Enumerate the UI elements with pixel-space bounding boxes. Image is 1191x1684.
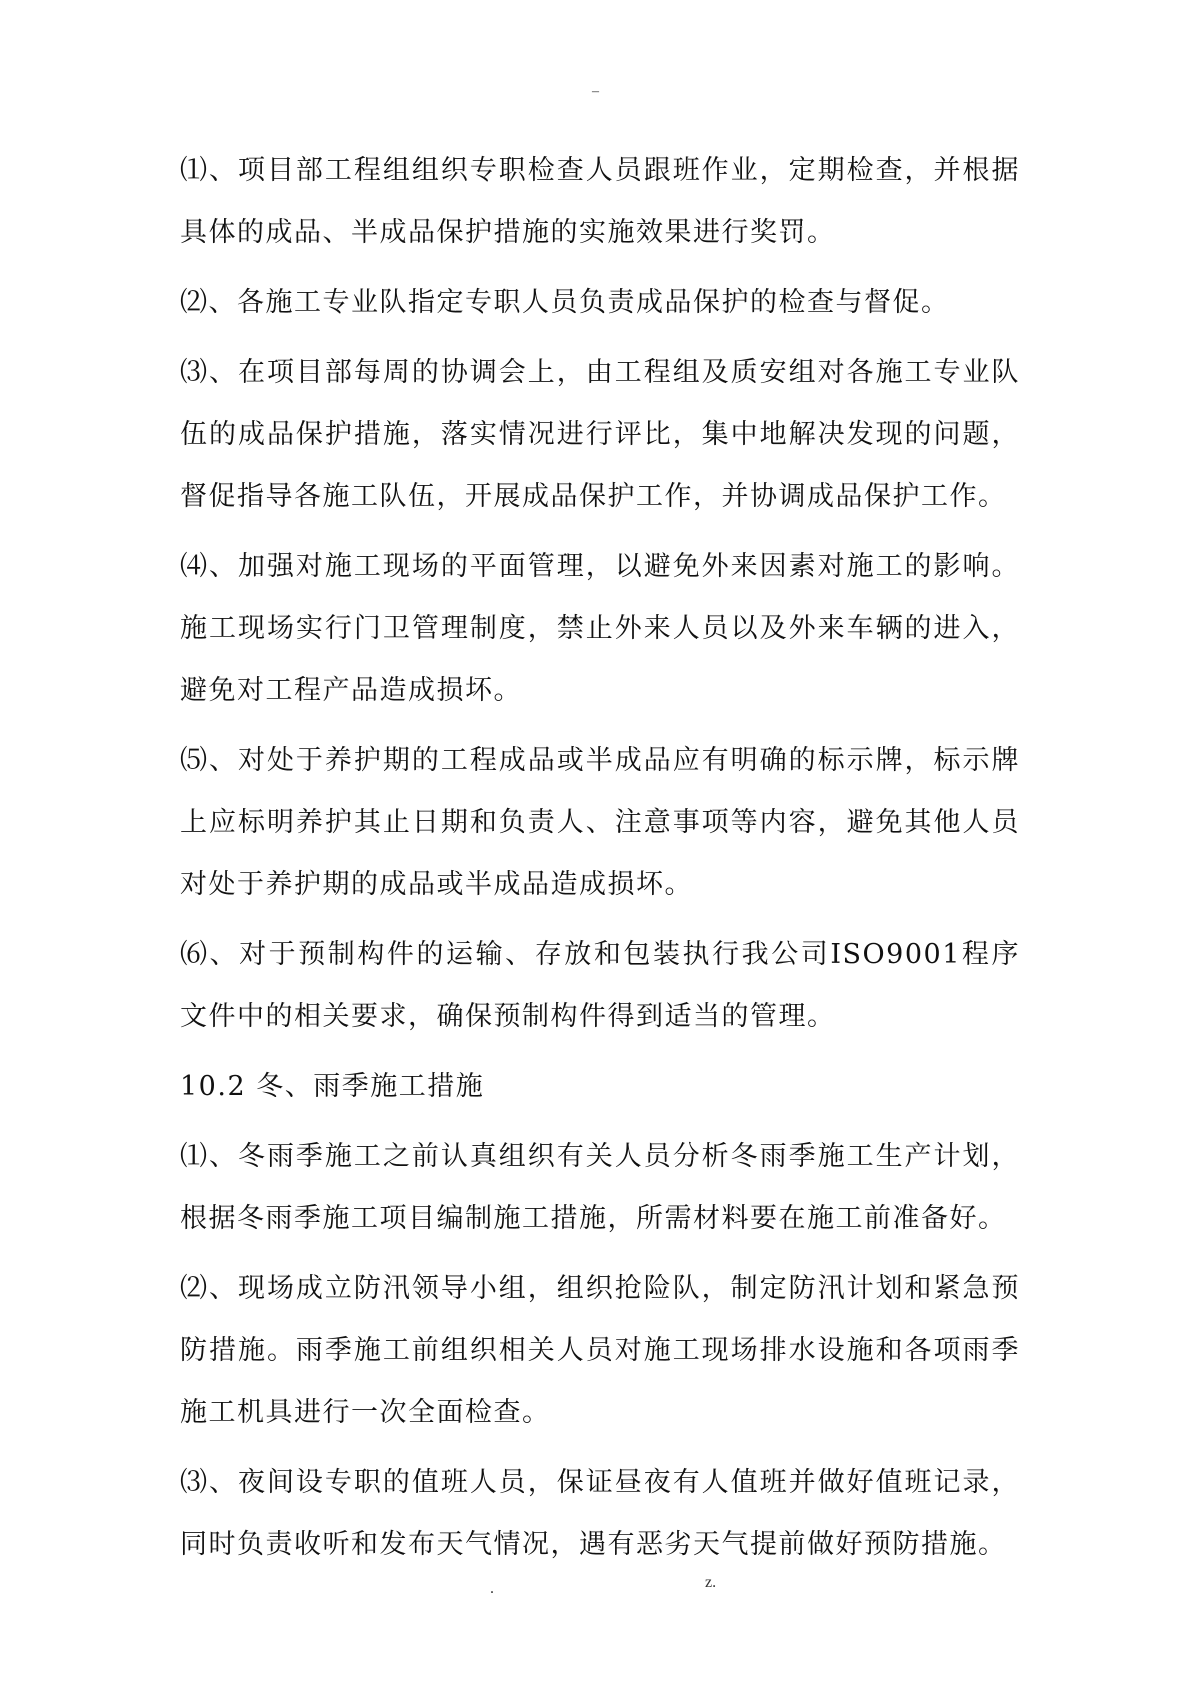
header-mark: – (592, 84, 599, 99)
section-paragraph-3: ⑶、夜间设专职的值班人员，保证昼夜有人值班并做好值班记录，同时负责收听和发布天气情况，遇有恶劣天气提前做好预防措施。 (180, 1467, 1020, 1560)
paragraph-4: ⑷、加强对施工现场的平面管理，以避免外来因素对施工的影响。施工现场实行门卫管理制度，禁止外来人员以及外来车辆的进入，避免对工程产品造成损坏。 (180, 551, 1020, 706)
paragraph-5: ⑸、对处于养护期的工程成品或半成品应有明确的标示牌，标示牌上应标明养护其止日期和负责人、注意事项等内容，避免其他人员对处于养护期的成品或半成品造成损坏。 (180, 745, 1020, 900)
document-body (180, 140, 1020, 1584)
paragraph-6: ⑹、对于预制构件的运输、存放和包装执行我公司ISO9001程序文件中的相关要求，确保预制构件得到适当的管理。 (180, 939, 1020, 1032)
footer-right-mark: z. (705, 1574, 717, 1591)
paragraph-2: ⑵、各施工专业队指定专职人员负责成品保护的检查与督促。 (180, 287, 950, 318)
section-paragraph-2: ⑵、现场成立防汛领导小组，组织抢险队，制定防汛计划和紧急预防措施。雨季施工前组织相关人员对施工现场排水设施和各项雨季施工机具进行一次全面检查。 (180, 1273, 1020, 1428)
footer-left-mark: . (490, 1580, 494, 1597)
section-heading: 10.2 冬、雨季施工措施 (180, 1071, 485, 1102)
section-paragraph-1: ⑴、冬雨季施工之前认真组织有关人员分析冬雨季施工生产计划，根据冬雨季施工项目编制施工措施，所需材料要在施工前准备好。 (180, 1141, 1020, 1234)
paragraph-1: ⑴、项目部工程组组织专职检查人员跟班作业，定期检查，并根据具体的成品、半成品保护措施的实施效果进行奖罚。 (180, 155, 1020, 248)
paragraph-3: ⑶、在项目部每周的协调会上，由工程组及质安组对各施工专业队伍的成品保护措施，落实情况进行评比，集中地解决发现的问题，督促指导各施工队伍，开展成品保护工作，并协调成品保护工作。 (180, 357, 1020, 512)
